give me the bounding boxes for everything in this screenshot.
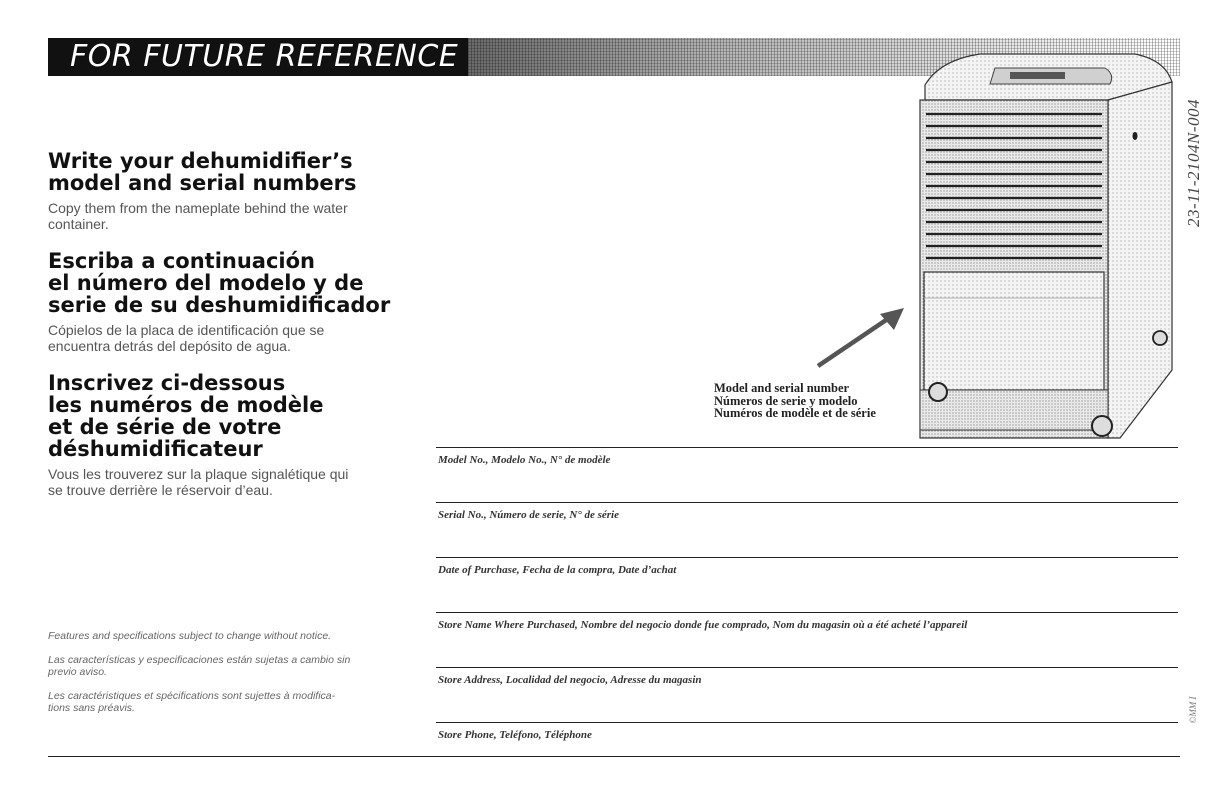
section-body-english: Copy them from the nameplate behind the water container.	[48, 200, 348, 232]
model-number-field[interactable]	[436, 447, 1178, 502]
callout-line-english: Model and serial number	[714, 381, 850, 395]
copyright-code	[1184, 690, 1202, 730]
purchase-date-label: Date of Purchase, Fecha de la compra, Date d’achat	[438, 564, 677, 576]
store-name-label: Store Name Where Purchased, Nombre del negocio donde fue comprado, Nom du magasin où a été acheté l’appareil	[438, 619, 968, 631]
disclaimer-spanish: Las características y especificaciones están sujetas a cambio sin previo aviso.	[48, 654, 351, 678]
section-french	[48, 372, 398, 498]
instructions-column	[48, 150, 398, 516]
disclaimer-french: Les caractéristiques et spécifications sont sujettes à modifica- tions sans préavis.	[48, 690, 336, 714]
section-heading-spanish: Escriba a continuación el número del modelo y de serie de su deshumidificador	[48, 249, 391, 317]
banner-title: FOR FUTURE REFERENCE	[70, 39, 459, 74]
model-number-label: Model No., Modelo No., N° de modèle	[438, 454, 611, 466]
section-body-french: Vous les trouverez sur la plaque signalétique qui se trouve derrière le réservoir d’eau.	[48, 466, 349, 498]
disclaimer-english: Features and specifications subject to change without notice.	[48, 630, 332, 642]
section-body-spanish: Cópielos de la placa de identificación que se encuentra detrás del depósito de agua.	[48, 322, 325, 354]
section-english	[48, 150, 398, 232]
serial-number-label: Serial No., Número de serie, N° de série	[438, 509, 619, 521]
document-number-text: 23-11-2104N-004	[1184, 98, 1203, 228]
store-phone-field[interactable]	[436, 722, 1178, 777]
store-phone-label: Store Phone, Teléfono, Téléphone	[438, 729, 592, 741]
callout-arrow-icon	[812, 300, 912, 372]
dehumidifier-illustration	[880, 40, 1180, 440]
section-heading-french: Inscrivez ci-dessous les numéros de modèle et de série de votre déshumidificateur	[48, 371, 324, 461]
disclaimer-notes	[48, 630, 398, 726]
copyright-code-text: ©MM I	[1188, 696, 1198, 724]
callout-line-spanish: Números de serie y modelo	[714, 393, 858, 408]
purchase-date-field[interactable]	[436, 557, 1178, 612]
serial-number-field[interactable]	[436, 502, 1178, 557]
store-address-field[interactable]	[436, 667, 1178, 722]
bottom-rule	[48, 756, 1180, 757]
document-number	[1180, 88, 1208, 238]
section-heading-english: Write your dehumidifier’s model and serial numbers	[48, 149, 357, 195]
callout-label	[714, 382, 876, 420]
store-name-field[interactable]	[436, 612, 1178, 667]
callout-line-french: Numéros de modèle et de série	[714, 406, 876, 420]
section-spanish	[48, 250, 398, 354]
store-address-label: Store Address, Localidad del negocio, Adresse du magasin	[438, 674, 702, 686]
record-form	[436, 447, 1178, 777]
